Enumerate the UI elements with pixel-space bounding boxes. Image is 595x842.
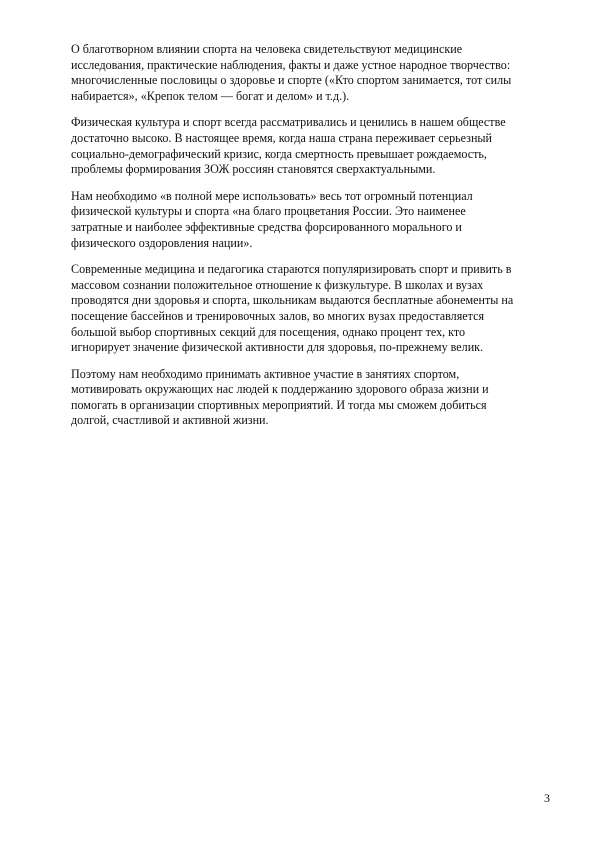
paragraph-physical-culture	[71, 115, 559, 177]
text-line: социально-демографический кризис, когда смертность превышает рождаемость,	[71, 146, 487, 161]
text-line: игнорирует значение физической активности для здоровья, по-прежнему велик.	[71, 340, 484, 355]
text-line: физической культуры и спорта «на благо процветания России. Это наименее	[71, 204, 466, 219]
text-line: мотивировать окружающих нас людей к поддержанию здорового образа жизни и	[71, 382, 489, 397]
text-line: большой выбор спортивных секций для посещения, однако процент тех, кто	[71, 324, 466, 339]
paragraph-conclusion	[71, 367, 559, 429]
text-line: Современные медицина и педагогика стараются популяризировать спорт и привить в	[71, 262, 512, 277]
text-line: проблемы формирования ЗОЖ россиян становятся сверхактуальными.	[71, 162, 436, 177]
text-line: затратные и наиболее эффективные средства форсированного морального и	[71, 219, 462, 234]
text-line: посещение бассейнов и тренировочных залов, во многих вузах предоставляется	[71, 308, 485, 323]
text-line: достаточно высоко. В настоящее время, когда наша страна переживает серьезный	[71, 130, 493, 145]
text-line: Физическая культура и спорт всегда рассматривались и ценились в нашем обществе	[71, 115, 506, 130]
text-line: массовом сознании положительное отношение к физкультуре. В школах и вузах	[71, 277, 484, 292]
paragraph-potential	[71, 189, 559, 251]
text-line: Нам необходимо «в полной мере использовать» весь тот огромный потенциал	[71, 188, 473, 203]
text-line: физического оздоровления нации».	[71, 235, 253, 250]
text-line: многочисленные пословицы о здоровье и спорте («Кто спортом занимается, тот силы	[71, 73, 512, 88]
text-line: проводятся дни здоровья и спорта, школьникам выдаются бесплатные абонементы на	[71, 293, 514, 308]
text-line: долгой, счастливой и активной жизни.	[71, 413, 269, 428]
text-line: набирается», «Крепок телом — богат и делом» и т.д.).	[71, 88, 350, 103]
text-line: помогать в организации спортивных мероприятий. И тогда мы сможем добиться	[71, 397, 487, 412]
page-number: 3	[544, 791, 550, 805]
text-line: О благотворном влиянии спорта на человека свидетельствуют медицинские	[71, 42, 463, 56]
paragraph-medicine-pedagogy	[71, 262, 559, 356]
body-text	[71, 42, 559, 440]
paragraph-sport-benefits	[71, 42, 559, 104]
text-line: Поэтому нам необходимо принимать активное участие в занятиях спортом,	[71, 366, 460, 381]
text-line: исследования, практические наблюдения, факты и даже устное народное творчество:	[71, 57, 511, 72]
